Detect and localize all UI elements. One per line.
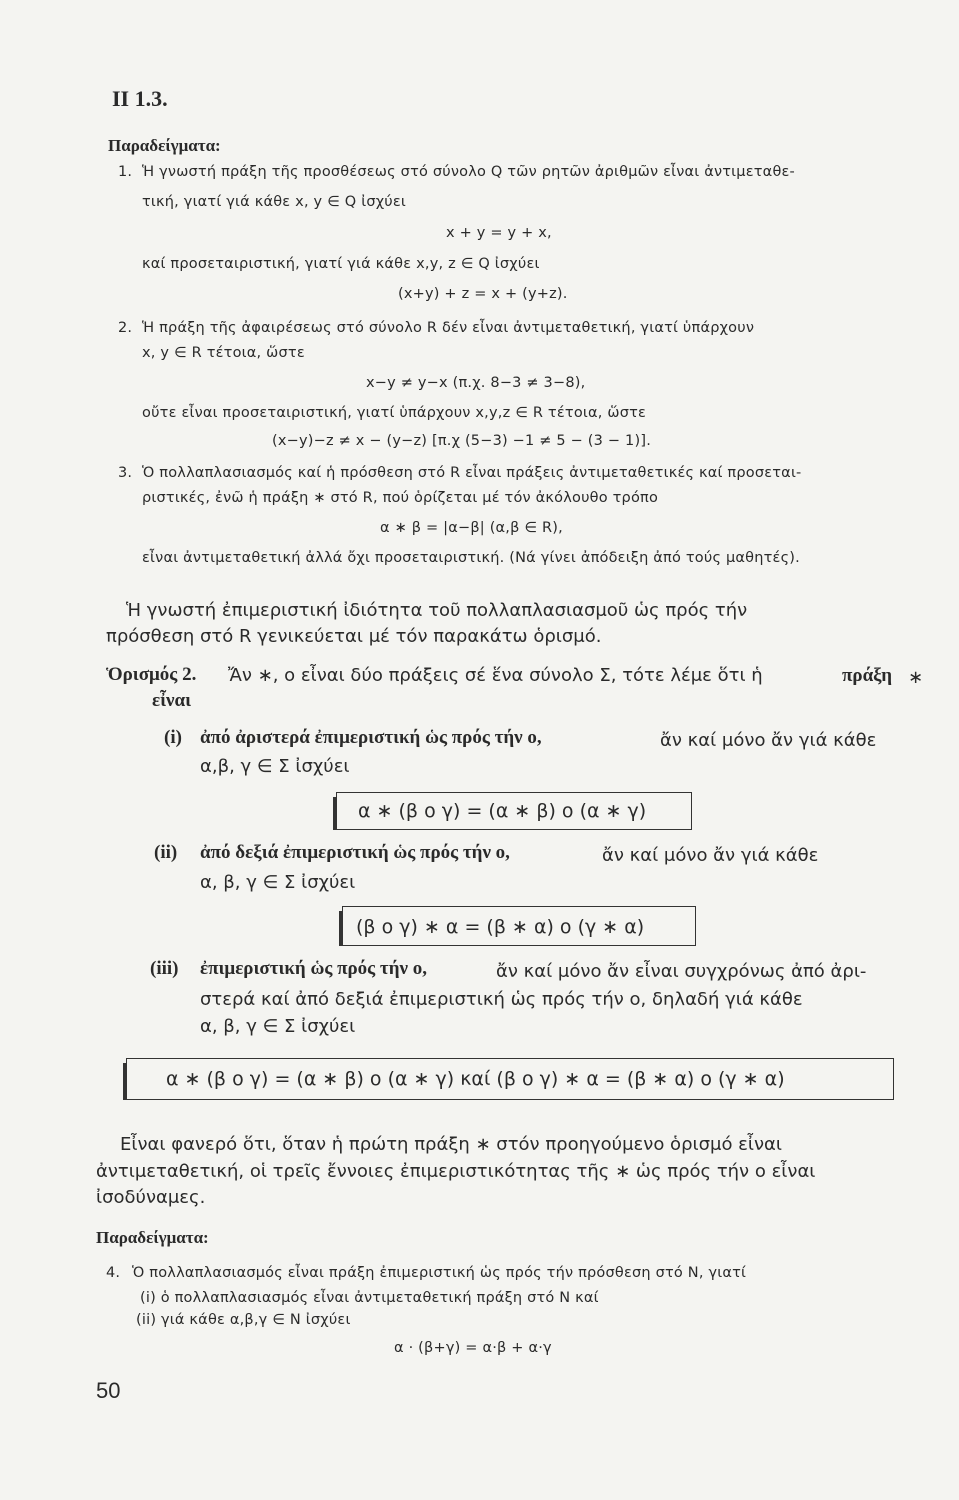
examples-heading: Παραδείγματα: [108,136,221,155]
example-number: 2. [118,320,133,336]
page-number: 50 [96,1378,121,1403]
equation: (x−y)−z ≠ x − (y−z) [π.χ (5−3) −1 ≠ 5 − (3 − 1)]. [272,433,652,449]
item-label: (ii) [154,842,178,863]
example-text: καί προσεταιριστική, γιατί γιά κάθε x,y, z ∈ Q ἰσχύει [142,256,540,272]
item-label: (i) [164,727,182,748]
paragraph-text: ἀντιμεταθετική, οἱ τρεῖς ἔννοιες ἐπιμεριστικότητας τῆς ∗ ὡς πρός τήν ο εἶναι [96,1161,816,1182]
example-text: Ὁ πολλαπλασιασμός εἶναι πράξη ἐπιμεριστική ὡς πρός τήν πρόσθεση στό N, γιατί [132,1265,747,1281]
formula: (β ο γ) ∗ α = (β ∗ α) ο (γ ∗ α) [356,916,645,938]
example-text: ριστικές, ἐνῶ ἡ πράξη ∗ στό R, πού ὁρίζεται μέ τόν ἀκόλουθο τρόπο [142,490,659,506]
item-text: ἄν καί μόνο ἄν γιά κάθε [660,730,877,751]
item-text: ἄν καί μόνο ἄν εἶναι συγχρόνως ἀπό ἀρι- [496,961,867,982]
example-number: 1. [118,164,133,180]
definition-text: Ἄν ∗, ο εἶναι δύο πράξεις σέ ἕνα σύνολο Σ, τότε λέμε ὅτι ἡ [228,665,763,686]
item-label: (iii) [150,958,179,979]
example-text: τική, γιατί γιά κάθε x, y ∈ Q ἰσχύει [142,194,407,210]
item-bold-text: ἀπό ἀριστερά ἐπιμεριστική ὡς πρός τήν ο, [200,727,542,748]
paragraph-text: πρόσθεση στό R γενικεύεται μέ τόν παρακάτω ὁρισμό. [106,626,602,647]
example-text: (ii) γιά κάθε α,β,γ ∈ N ἰσχύει [136,1312,351,1328]
equation: x−y ≠ y−x (π.χ. 8−3 ≠ 3−8), [366,375,586,391]
example-text: (i) ὁ πολλαπλασιασμός εἶναι ἀντιμεταθετική πράξη στό N καί [140,1290,599,1306]
star-symbol: ∗ [908,667,924,688]
paragraph-text: ἰσοδύναμες. [96,1187,206,1208]
example-text: Ἡ γνωστή πράξη τῆς προσθέσεως στό σύνολο Q τῶν ρητῶν ἀριθμῶν εἶναι ἀντιμεταθε- [142,164,795,180]
item-text: α,β, γ ∈ Σ ἰσχύει [200,756,350,777]
section-header: ΙΙ 1.3. [112,86,168,111]
example-text: εἶναι ἀντιμεταθετική ἀλλά ὄχι προσεταιριστική. (Νά γίνει ἀπόδειξη ἀπό τούς μαθητές). [142,550,800,566]
item-bold-text: ἀπό δεξιά ἐπιμεριστική ὡς πρός τήν ο, [200,842,510,863]
equation: (x+y) + z = x + (y+z). [398,286,568,302]
example-number: 3. [118,465,133,481]
paragraph-text: Ἡ γνωστή ἐπιμεριστική ἰδιότητα τοῦ πολλαπλασιασμοῦ ὡς πρός τήν [126,600,748,621]
item-text: α, β, γ ∈ Σ ἰσχύει [200,872,356,893]
equation: x + y = y + x, [446,225,552,241]
item-text: α, β, γ ∈ Σ ἰσχύει [200,1016,356,1037]
example-text: Ὁ πολλαπλασιασμός καί ἡ πρόσθεση στό R εἶναι πράξεις ἀντιμεταθετικές καί προσεται- [142,465,802,481]
item-text: στερά καί ἀπό δεξιά ἐπιμεριστική ὡς πρός τήν ο, δηλαδή γιά κάθε [200,989,803,1010]
formula: α ∗ (β ο γ) = (α ∗ β) ο (α ∗ γ) καί (β ο γ) ∗ α = (β ∗ α) ο (γ ∗ α) [166,1068,785,1090]
definition-term: πράξη [842,665,893,686]
box-shadow [333,797,336,830]
example-text: οὔτε εἶναι προσεταιριστική, γιατί ὑπάρχουν x,y,z ∈ R τέτοια, ὥστε [142,405,647,421]
example-text: Ἡ πράξη τῆς ἀφαιρέσεως στό σύνολο R δέν εἶναι ἀντιμεταθετική, γιατί ὑπάρχουν [142,320,755,336]
item-bold-text: ἐπιμεριστική ὡς πρός τήν ο, [200,958,427,979]
paragraph-text: Εἶναι φανερό ὅτι, ὅταν ἡ πρώτη πράξη ∗ στόν προηγούμενο ὁρισμό εἶναι [120,1134,783,1155]
formula: α ∗ (β ο γ) = (α ∗ β) ο (α ∗ γ) [358,800,647,822]
equation: α · (β+γ) = α·β + α·γ [394,1340,552,1356]
example-text: x, y ∈ R τέτοια, ὥστε [142,345,305,361]
equation: α ∗ β = |α−β| (α,β ∈ R), [380,520,563,536]
definition-label: Ὁρισμός 2. [106,664,197,685]
definition-term: εἶναι [152,690,191,711]
examples-heading: Παραδείγματα: [96,1228,209,1247]
item-text: ἄν καί μόνο ἄν γιά κάθε [602,845,819,866]
box-shadow [339,911,342,946]
box-shadow [123,1063,126,1100]
example-number: 4. [106,1265,121,1281]
